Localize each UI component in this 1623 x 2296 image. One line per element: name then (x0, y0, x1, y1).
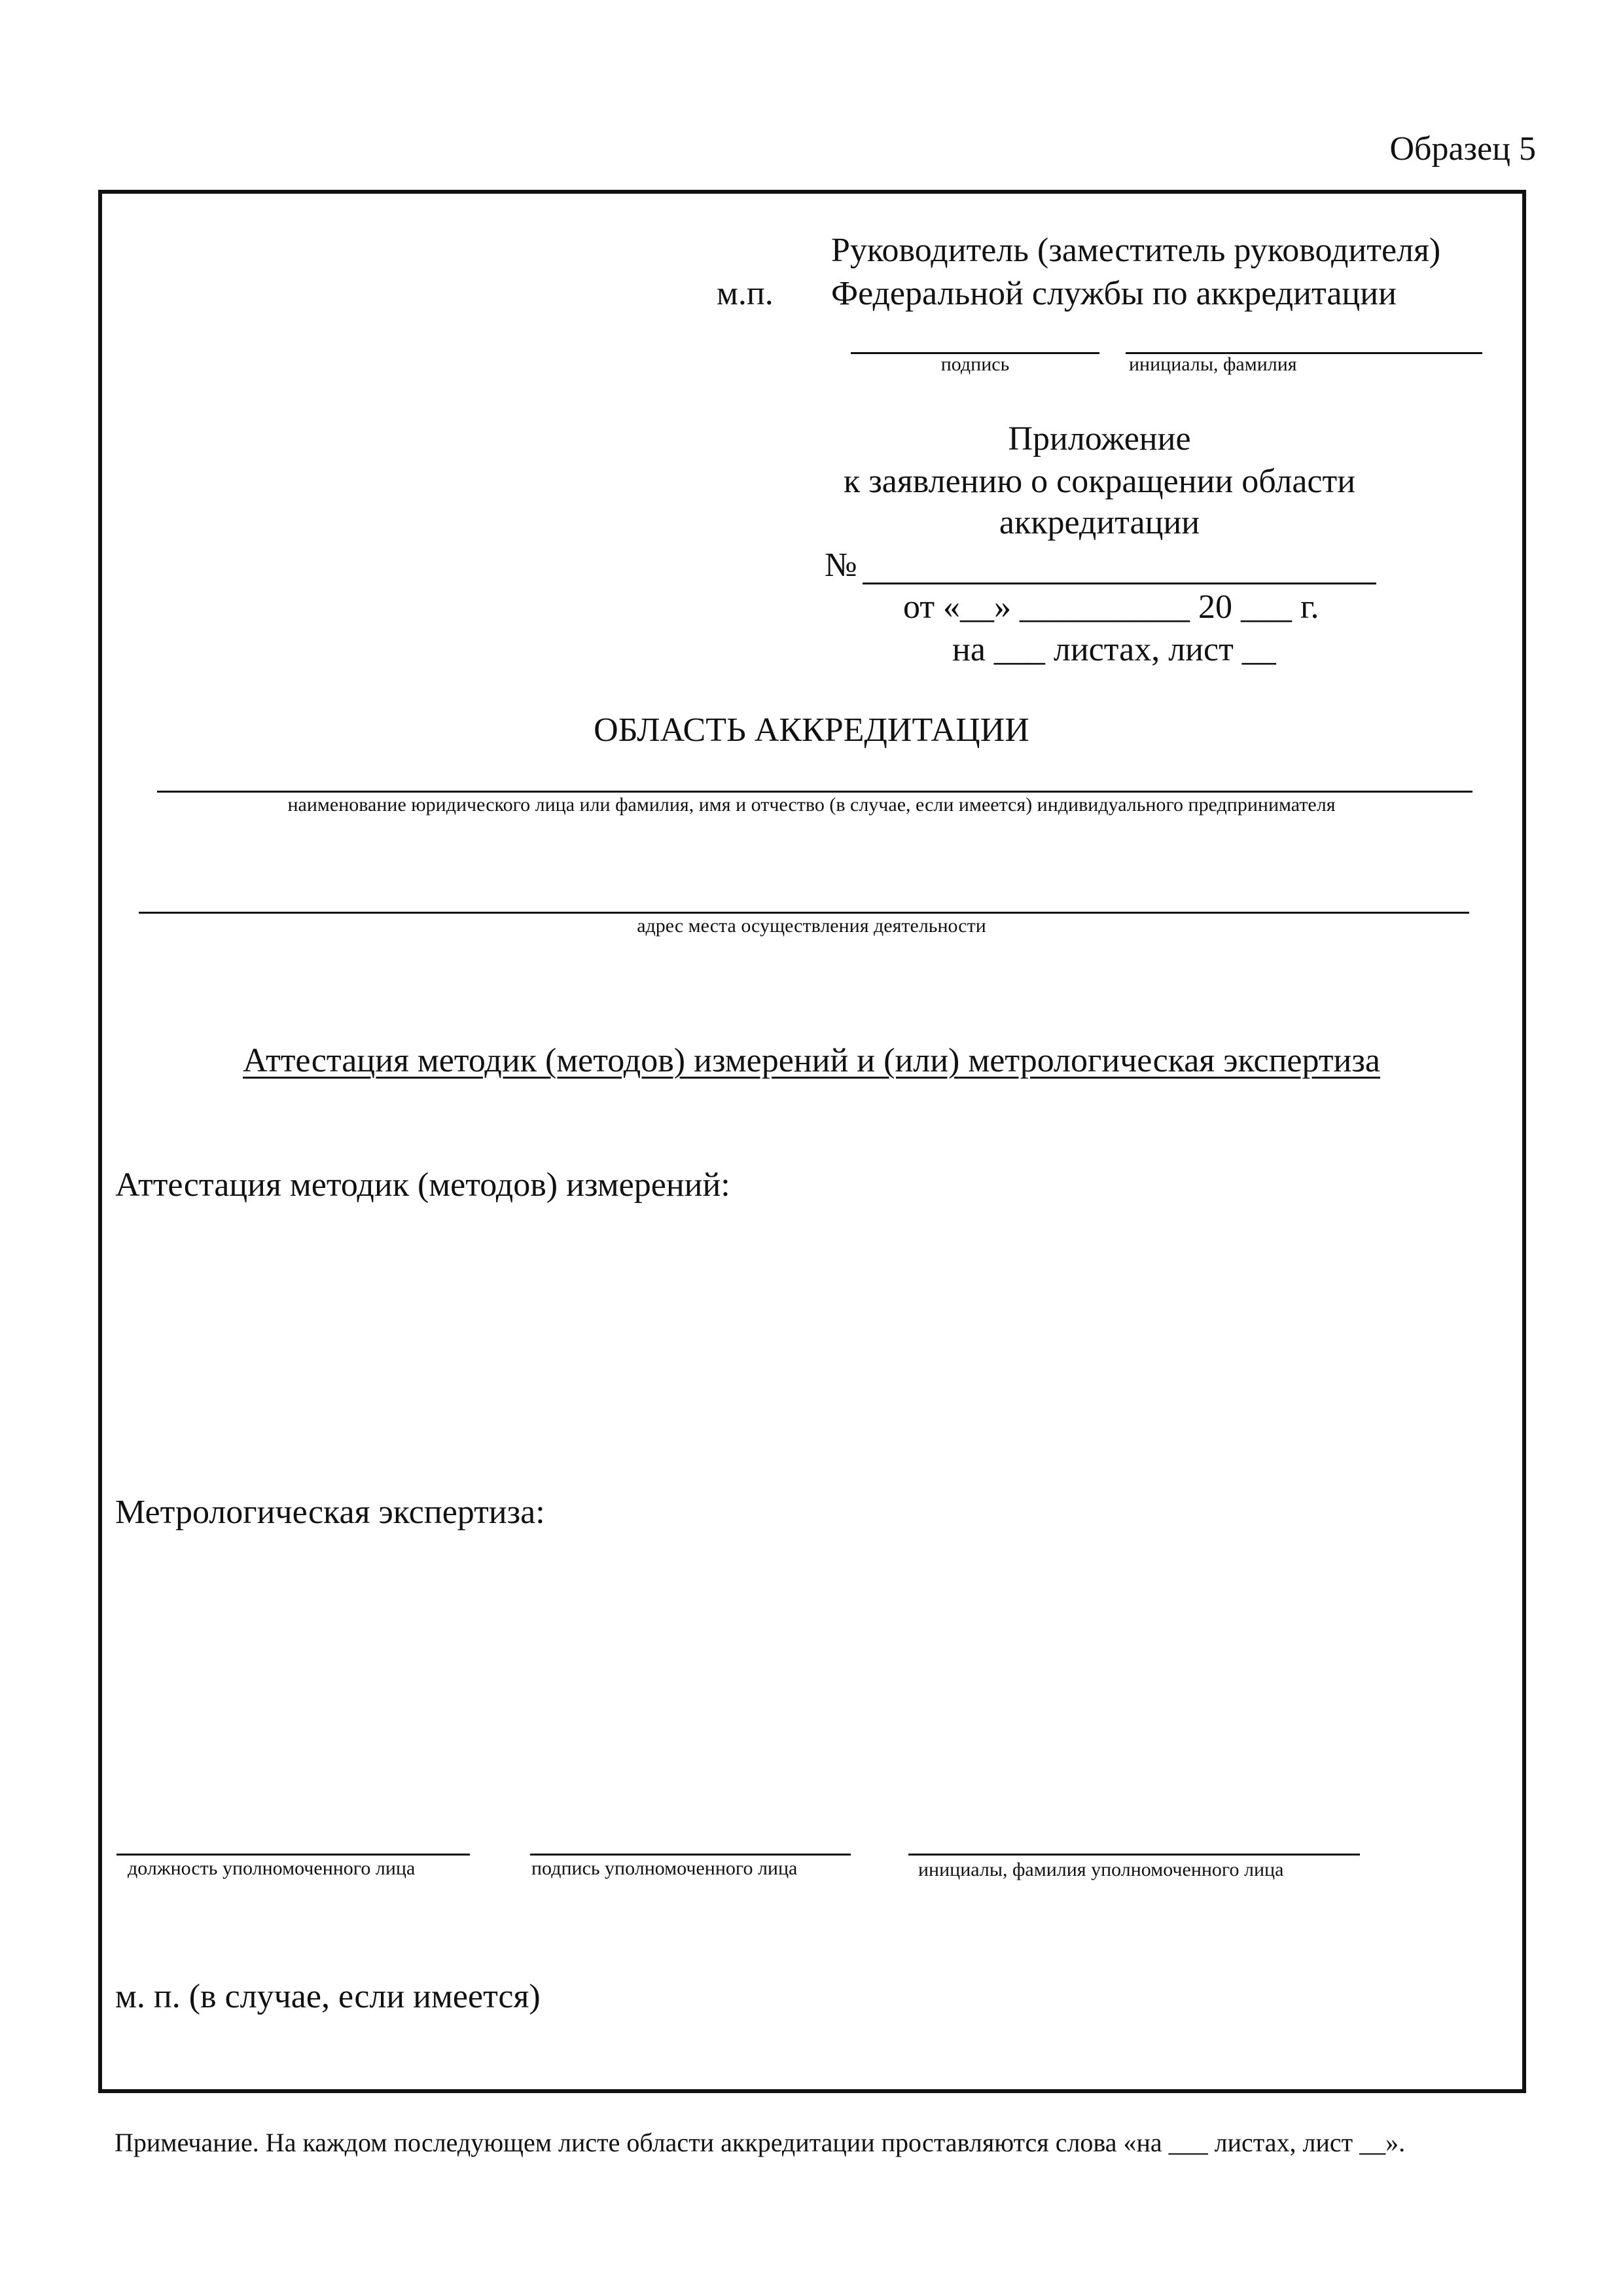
section-metrological-expertise-label: Метрологическая экспертиза: (115, 1494, 545, 1531)
name-caption: инициалы, фамилия (1129, 353, 1297, 375)
authorized-name-caption: инициалы, фамилия уполномоченного лица (918, 1859, 1284, 1880)
address-line (139, 912, 1469, 914)
appendix-line3: аккредитации (999, 504, 1200, 541)
entity-name-caption: наименование юридического лица или фамилия, имя и отчество (в случае, если имеется) индивидуального предпринимателя (287, 794, 1336, 816)
entity-name-line (157, 791, 1472, 793)
authorized-name-line (908, 1854, 1360, 1856)
appendix-line1: Приложение (1008, 420, 1191, 457)
page-heading: ОБЛАСТЬ АККРЕДИТАЦИИ (594, 711, 1029, 749)
appendix-number-label: № (825, 547, 857, 584)
appendix-line2: к заявлению о сокращении области (843, 463, 1356, 500)
approval-stamp: м.п. (717, 275, 774, 312)
authorized-signature-caption: подпись уполномоченного лица (531, 1857, 798, 1879)
signature-caption: подпись (940, 353, 1010, 375)
subject-title: Аттестация методик (методов) измерений и (или) метрологическая экспертиза (243, 1042, 1380, 1079)
appendix-date-line: от «__» __________ 20 ___ г. (903, 588, 1319, 626)
footnote: Примечание. На каждом последующем листе области аккредитации проставляются слова «на ___ листах, лист __». (115, 2128, 1406, 2157)
authorized-signature-line (530, 1854, 851, 1856)
appendix-number-line (863, 583, 1376, 584)
position-caption: должность уполномоченного лица (128, 1857, 416, 1879)
appendix-sheets-line: на ___ листах, лист __ (952, 631, 1276, 668)
approval-title-line2: Федеральной службы по аккредитации (831, 275, 1397, 312)
address-caption: адрес места осуществления деятельности (637, 915, 986, 937)
stamp-note: м. п. (в случае, если имеется) (115, 1978, 541, 2015)
section-measurement-methods-label: Аттестация методик (методов) измерений: (115, 1166, 730, 1204)
position-line (116, 1854, 470, 1856)
sample-label: Образец 5 (1389, 130, 1536, 168)
approval-title-line1: Руководитель (заместитель руководителя) (831, 232, 1441, 269)
